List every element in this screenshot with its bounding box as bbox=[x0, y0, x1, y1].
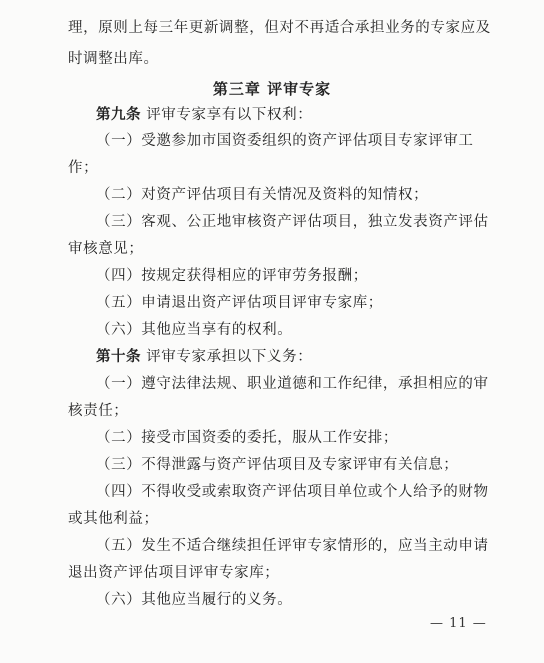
list-item-continuation: 或其他利益； bbox=[68, 511, 159, 527]
list-item: （六）其他应当享有的权利。 bbox=[96, 322, 293, 338]
article-10-text: 评审专家承担以下义务： bbox=[141, 349, 313, 365]
paragraph-line: 时调整出库。 bbox=[68, 51, 159, 67]
page-number: — 11 — bbox=[430, 616, 487, 631]
list-item-continuation: 退出资产评估项目评审专家库； bbox=[68, 565, 280, 581]
list-item: （二）接受市国资委的委托，服从工作安排； bbox=[96, 430, 398, 446]
chapter-heading: 第三章 评审专家 bbox=[212, 80, 332, 98]
list-item: （六）其他应当履行的义务。 bbox=[96, 592, 293, 608]
article-10-label: 第十条 bbox=[96, 349, 141, 365]
list-item: （二）对资产评估项目有关情况及资料的知情权； bbox=[96, 187, 429, 203]
list-item: （五）申请退出资产评估项目评审专家库； bbox=[96, 295, 383, 311]
article-9-text: 评审专家享有以下权利： bbox=[141, 107, 313, 123]
list-item: （四）按规定获得相应的评审劳务报酬； bbox=[96, 268, 368, 284]
paragraph-line: 理，原则上每三年更新调整，但对不再适合承担业务的专家应及 bbox=[68, 20, 491, 36]
list-item-continuation: 核责任； bbox=[68, 403, 129, 419]
list-item-continuation: 审核意见； bbox=[68, 241, 144, 257]
article-9-heading bbox=[96, 105, 476, 125]
list-item: （一）遵守法律法规、职业道德和工作纪律，承担相应的审 bbox=[96, 376, 489, 392]
list-item: （三）客观、公正地审核资产评估项目，独立发表资产评估 bbox=[96, 214, 489, 230]
article-10-heading bbox=[96, 347, 476, 367]
list-item: （四）不得收受或索取资产评估项目单位或个人给予的财物 bbox=[96, 484, 489, 500]
list-item: （一）受邀参加市国资委组织的资产评估项目专家评审工 bbox=[96, 133, 474, 149]
list-item: （五）发生不适合继续担任评审专家情形的，应当主动申请 bbox=[96, 538, 489, 554]
list-item-continuation: 作； bbox=[68, 160, 99, 176]
article-9-label: 第九条 bbox=[96, 107, 141, 123]
list-item: （三）不得泄露与资产评估项目及专家评审有关信息； bbox=[96, 457, 459, 473]
